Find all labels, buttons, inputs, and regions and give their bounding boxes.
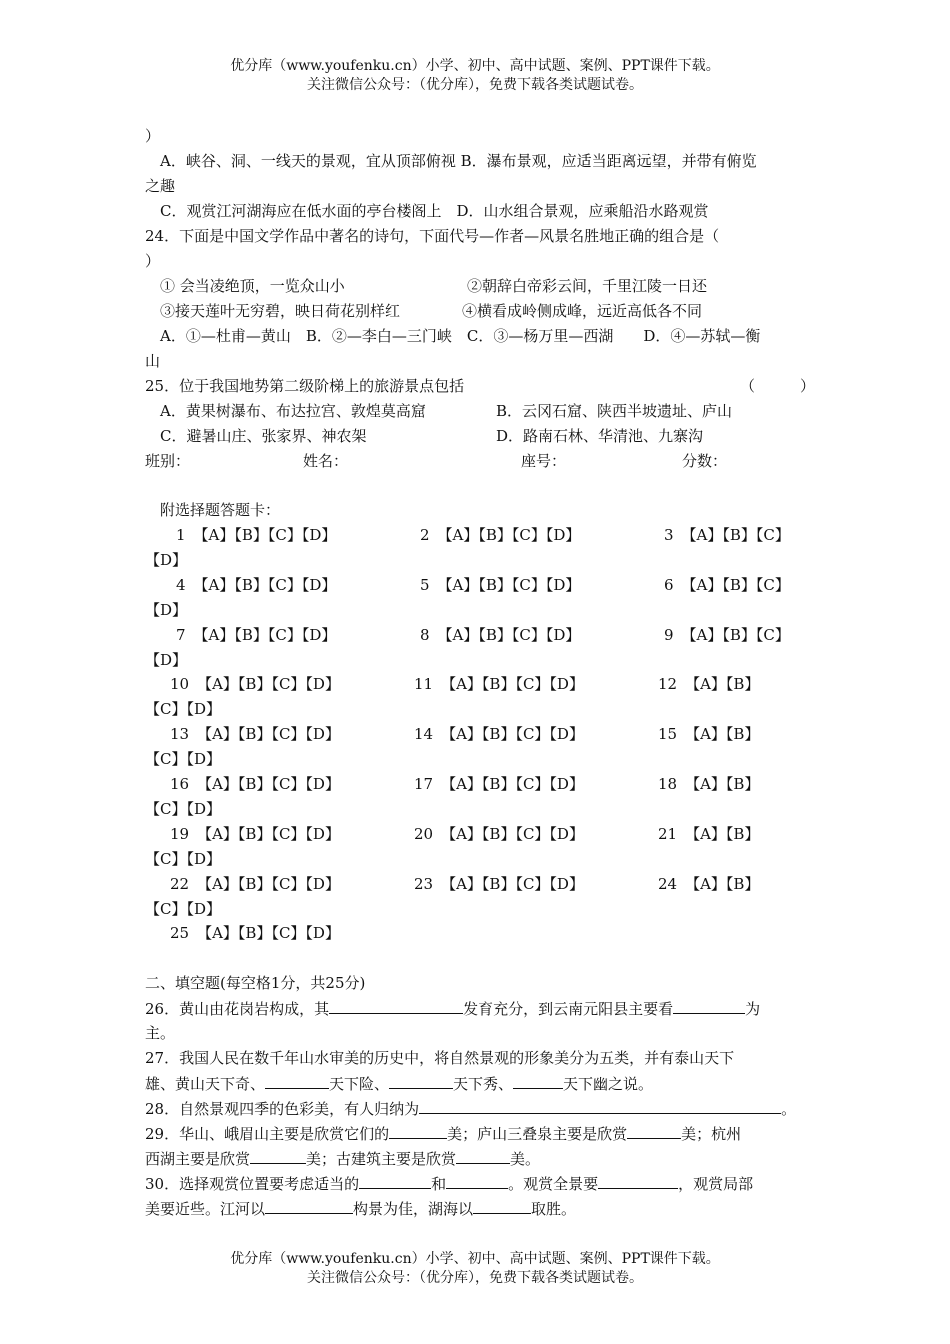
q27-line1: 27．我国人民在数千年山水审美的历史中，将自然景观的形象美分为五类，并有泰山天下: [145, 1049, 735, 1067]
answer-card-options[interactable]: 【A】【B】【C】: [681, 526, 790, 544]
answer-card-options[interactable]: 【A】【B】: [685, 675, 760, 694]
answer-card-options-wrap[interactable]: 【C】【D】: [145, 899, 222, 918]
q26-text-b: 发育充分，到云南元阳县主要看: [463, 1000, 674, 1018]
q29-blank-4[interactable]: [456, 1147, 510, 1164]
q30-blank-2[interactable]: [446, 1172, 508, 1189]
q24-poem-2: ②朝辞白帝彩云间，千里江陵一日还: [467, 277, 708, 295]
answer-card-options[interactable]: 【A】【B】【C】【D】: [197, 824, 340, 843]
q27-text-b: 雄、黄山天下奇、: [145, 1075, 266, 1093]
answer-card-number: 4: [176, 575, 186, 594]
answer-card-options[interactable]: 【A】【B】【C】【D】: [197, 924, 340, 943]
q27-blank-2[interactable]: [389, 1072, 453, 1089]
q28-text-a: 28．自然景观四季的色彩美，有人归纳为: [145, 1100, 420, 1118]
site-footer-line1: 优分库（www.youfenku.cn）小学、初中、高中试题、案例、PPT课件下载。: [230, 1251, 720, 1267]
q30-blank-5[interactable]: [473, 1197, 531, 1214]
answer-card-item: [176, 574, 336, 595]
answer-card-number: 13: [170, 725, 190, 744]
answer-card-item: [658, 823, 759, 844]
q27-blank-1[interactable]: [265, 1072, 329, 1089]
answer-card-options[interactable]: 【A】【B】【C】【D】: [441, 874, 584, 893]
answer-card-item: [414, 673, 584, 694]
seat-label: 座号：: [521, 452, 567, 470]
answer-card-item: [170, 673, 340, 694]
answer-card-options[interactable]: 【A】【B】【C】【D】: [197, 874, 340, 893]
q23-option-a-b: A．峡谷、洞、一线天的景观，宜从顶部俯视 B．瀑布景观，应适当距离远望，并带有俯览: [160, 152, 757, 170]
q24-stem: 24．下面是中国文学作品中著名的诗句，下面代号—作者—风景名胜地正确的组合是（: [145, 227, 720, 245]
answer-card-number: 1: [176, 526, 186, 544]
q23-option-b-cont: 之趣: [145, 177, 176, 195]
answer-card-options-wrap[interactable]: 【D】: [145, 600, 188, 619]
q25-option-c: C．避暑山庄、张家界、神农架: [160, 427, 367, 445]
q30-line2: [145, 1197, 576, 1220]
answer-card-options[interactable]: 【A】【B】: [685, 874, 760, 893]
answer-card-number: 20: [414, 824, 434, 843]
answer-card-options[interactable]: 【A】【B】【C】【D】: [437, 526, 581, 544]
site-footer-line2: 关注微信公众号：（优分库），免费下载各类试题试卷。: [307, 1270, 643, 1286]
answer-card-options[interactable]: 【A】【B】【C】【D】: [441, 675, 584, 694]
answer-card-options[interactable]: 【A】【B】【C】【D】: [193, 526, 337, 544]
answer-card-options-wrap[interactable]: 【D】: [145, 551, 188, 569]
q30-text-b: 和: [431, 1175, 447, 1193]
answer-card-options[interactable]: 【A】【B】: [685, 775, 760, 793]
answer-card-number: 12: [658, 675, 678, 694]
answer-card-item: [170, 922, 340, 943]
answer-card-number: 6: [664, 575, 674, 594]
q24-poem-1: ① 会当凌绝顶，一览众山小: [160, 277, 345, 295]
answer-card-item: [414, 773, 584, 794]
answer-card-options[interactable]: 【A】【B】【C】【D】: [441, 824, 584, 843]
answer-card-item: [658, 673, 759, 694]
q30-blank-4[interactable]: [265, 1197, 353, 1214]
answer-card-options[interactable]: 【A】【B】【C】: [681, 575, 790, 594]
score-label: 分数：: [682, 452, 728, 470]
answer-card-item: [664, 574, 790, 595]
q29-blank-1[interactable]: [389, 1122, 447, 1139]
q30-text-a: 30．选择观赏位置要考虑适当的: [145, 1175, 360, 1193]
q29-line2: [145, 1147, 540, 1170]
answer-card-options[interactable]: 【A】【B】【C】【D】: [437, 575, 581, 594]
answer-card-options[interactable]: 【A】【B】【C】【D】: [437, 625, 581, 644]
answer-card-item: [170, 873, 340, 894]
q26-text-d: 主。: [145, 1024, 176, 1042]
answer-card-options[interactable]: 【A】【B】【C】【D】: [441, 775, 584, 793]
q29-text-b: 美；庐山三叠泉主要是欣赏: [447, 1125, 628, 1143]
answer-card-number: 7: [176, 625, 186, 644]
answer-card-options[interactable]: 【A】【B】: [685, 725, 760, 744]
q25-answer-paren: （ ）: [740, 377, 816, 395]
q29-text-e: 美；古建筑主要是欣赏: [306, 1150, 457, 1168]
q29-text-f: 美。: [510, 1150, 541, 1168]
answer-card-number: 8: [420, 625, 430, 644]
q24-options: A．①—杜甫—黄山 B．②—李白—三门峡 C．③—杨万里—西湖 D．④—苏轼—衡: [160, 327, 761, 345]
answer-card-item: [420, 524, 580, 545]
q27-blank-3[interactable]: [513, 1072, 563, 1089]
answer-card-item: [170, 773, 340, 794]
q29-text-d: 西湖主要是欣赏: [145, 1150, 251, 1168]
answer-card-item: [414, 823, 584, 844]
q30-line1: [145, 1172, 753, 1195]
q25-stem: 25．位于我国地势第二级阶梯上的旅游景点包括: [145, 377, 465, 395]
q26-text-a: 26．黄山由花岗岩构成，其: [145, 1000, 330, 1018]
answer-card-options[interactable]: 【A】【B】【C】【D】: [441, 725, 584, 744]
q28-blank[interactable]: [419, 1097, 781, 1114]
q30-text-e: 美要近些。江河以: [145, 1200, 266, 1218]
q27-text-e: 天下幽之说。: [563, 1075, 654, 1093]
answer-card-number: 11: [414, 675, 434, 694]
answer-card-options-wrap[interactable]: 【C】【D】: [145, 849, 222, 868]
q27-text-c: 天下险、: [329, 1075, 390, 1093]
answer-card-number: 15: [658, 725, 678, 744]
q29-line1: [145, 1122, 741, 1145]
q30-text-f: 构景为佳，湖海以: [353, 1200, 474, 1218]
answer-card-number: 14: [414, 725, 434, 744]
answer-card-options-wrap[interactable]: 【C】【D】: [145, 800, 222, 818]
answer-card-options[interactable]: 【A】【B】【C】【D】: [193, 575, 337, 594]
q26-line1: [145, 997, 760, 1020]
answer-card-number: 23: [414, 874, 434, 893]
answer-card-options-wrap[interactable]: 【C】【D】: [145, 750, 222, 769]
answer-card-number: 21: [658, 824, 678, 843]
answer-card-item: [414, 723, 584, 744]
q24-poem-3: ③接天莲叶无穷碧，映日荷花别样红: [160, 302, 401, 320]
q23-paren: ）: [145, 127, 161, 145]
q25-option-a: A．黄果树瀑布、布达拉宫、敦煌莫高窟: [160, 402, 426, 420]
answer-card-number: 2: [420, 526, 430, 544]
q23-option-c-d: C．观赏江河湖海应在低水面的亭台楼阁上 D．山水组合景观，应乘船沿水路观赏: [160, 202, 709, 220]
answer-card-item: [658, 723, 759, 744]
q26-text-c: 为: [745, 1000, 761, 1018]
q24-options-cont: 山: [145, 352, 161, 370]
answer-card-item: [664, 524, 790, 545]
class-label: 班别：: [145, 452, 191, 470]
q29-blank-2[interactable]: [627, 1122, 681, 1139]
q26-blank-1[interactable]: [329, 997, 463, 1014]
answer-card-item: [176, 524, 336, 545]
section2-title: 二、填空题(每空格1分，共25分): [145, 974, 366, 992]
q27-line2: [145, 1072, 653, 1095]
answer-card-number: 22: [170, 874, 190, 893]
site-header-line1: 优分库（www.youfenku.cn）小学、初中、高中试题、案例、PPT课件下载。: [230, 58, 720, 74]
q29-text-a: 29．华山、峨眉山主要是欣赏它们的: [145, 1125, 390, 1143]
q30-text-c: 。观赏全景要: [508, 1175, 599, 1193]
answer-card-number: 3: [664, 526, 674, 544]
answer-card-number: 5: [420, 575, 430, 594]
name-label: 姓名：: [303, 452, 349, 470]
answer-card-title: 附选择题答题卡：: [160, 501, 281, 519]
answer-card-item: [664, 624, 790, 645]
answer-card-item: [658, 773, 759, 794]
answer-card-number: 9: [664, 625, 674, 644]
q25-option-d: D．路南石林、华清池、九寨沟: [496, 427, 704, 445]
answer-card-number: 19: [170, 824, 190, 843]
answer-card-number: 18: [658, 775, 678, 793]
answer-card-number: 17: [414, 775, 434, 793]
q29-blank-3[interactable]: [250, 1147, 306, 1164]
q30-blank-3[interactable]: [598, 1172, 678, 1189]
q30-text-g: 取胜。: [531, 1200, 577, 1218]
answer-card-item: [658, 873, 759, 894]
q29-text-c: 美；杭州: [681, 1125, 742, 1143]
q25-option-b: B．云冈石窟、陕西半坡遗址、庐山: [496, 402, 733, 420]
answer-card-options[interactable]: 【A】【B】【C】【D】: [197, 675, 340, 694]
answer-card-options-wrap[interactable]: 【D】: [145, 650, 188, 669]
q30-text-d: ，观赏局部: [678, 1175, 754, 1193]
answer-card-number: 24: [658, 874, 678, 893]
answer-card-item: [170, 723, 340, 744]
q24-stem-cont: ）: [145, 252, 161, 270]
q28-text-b: 。: [781, 1100, 797, 1118]
q30-blank-1[interactable]: [359, 1172, 431, 1189]
answer-card-item: [170, 823, 340, 844]
q28-line: [145, 1097, 796, 1120]
answer-card-options[interactable]: 【A】【B】【C】【D】: [197, 775, 340, 793]
q27-text-d: 天下秀、: [453, 1075, 514, 1093]
answer-card-options[interactable]: 【A】【B】【C】【D】: [197, 725, 340, 744]
answer-card-number: 16: [170, 775, 190, 793]
answer-card-item: [414, 873, 584, 894]
answer-card-options-wrap[interactable]: 【C】【D】: [145, 700, 222, 719]
answer-card-item: [176, 624, 336, 645]
answer-card-item: [420, 574, 580, 595]
answer-card-options[interactable]: 【A】【B】【C】: [681, 625, 790, 644]
answer-card-item: [420, 624, 580, 645]
answer-card-number: 25: [170, 924, 190, 943]
answer-card-options[interactable]: 【A】【B】: [685, 824, 760, 843]
site-header-line2: 关注微信公众号：（优分库），免费下载各类试题试卷。: [307, 77, 643, 93]
answer-card-options[interactable]: 【A】【B】【C】【D】: [193, 625, 337, 644]
q26-blank-2[interactable]: [673, 997, 745, 1014]
answer-card-number: 10: [170, 675, 190, 694]
q24-poem-4: ④横看成岭侧成峰，远近高低各不同: [462, 302, 703, 320]
